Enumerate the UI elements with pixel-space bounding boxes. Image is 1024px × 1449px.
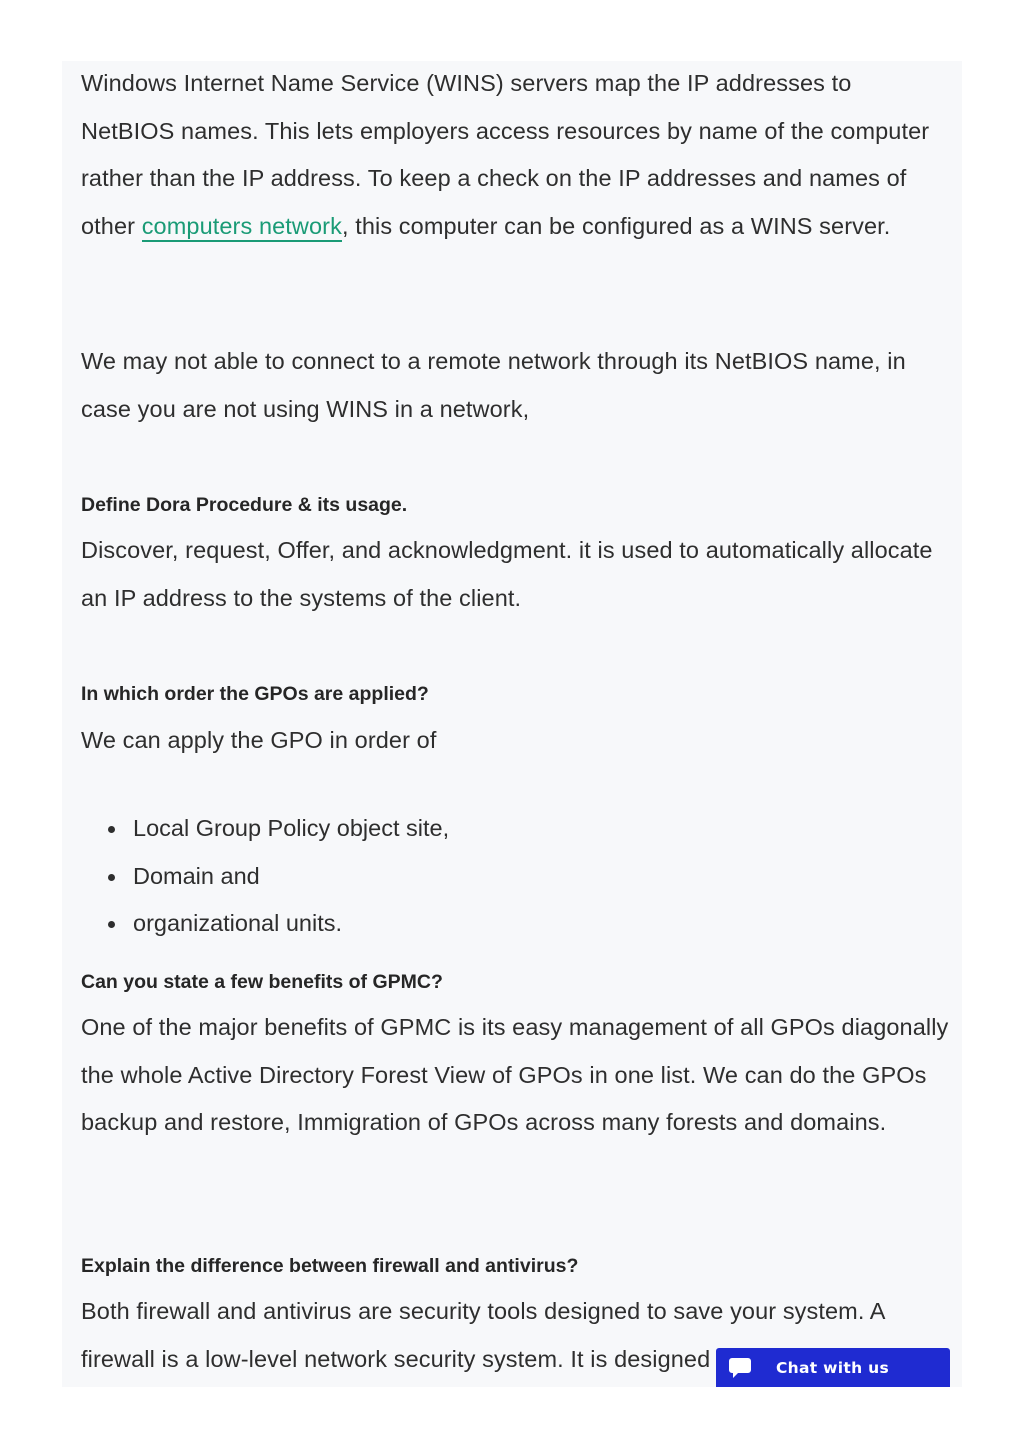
- gpo-order-list: [81, 805, 449, 948]
- dora-question-heading: Define Dora Procedure & its usage.: [81, 494, 408, 516]
- wins-paragraph: [81, 61, 949, 250]
- firewall-question-heading: Explain the difference between firewall and antivirus?: [81, 1255, 579, 1277]
- article-content-panel: [62, 61, 962, 1387]
- gpo-order-answer: We can apply the GPO in order of: [81, 727, 437, 753]
- gpo-order-question-heading: In which order the GPOs are applied?: [81, 683, 429, 705]
- wins-paragraph-text-start: Windows Internet Name Service (WINS) servers map the IP addresses to NetBIOS names. This lets employers access resources by name of the computer rather than the IP address. To keep a check on the IP addresses and names of other: [81, 70, 930, 239]
- list-item: [81, 900, 449, 948]
- bullet-dot-icon: [108, 874, 115, 881]
- bullet-dot-icon: [108, 921, 115, 928]
- list-item-text: Domain and: [133, 862, 260, 889]
- chat-with-us-label: Chat with us: [776, 1358, 890, 1377]
- list-item-text: organizational units.: [133, 910, 343, 936]
- dora-answer: Discover, request, Offer, and acknowledgment. it is used to automatically allocate an IP address to the systems of the client.: [81, 537, 933, 611]
- gpmc-question-heading: Can you state a few benefits of GPMC?: [81, 971, 443, 993]
- list-item-text: Local Group Policy object site,: [133, 815, 450, 841]
- bullet-dot-icon: [108, 826, 115, 833]
- netbios-paragraph: We may not able to connect to a remote network through its NetBIOS name, in case you are not using WINS in a network,: [81, 348, 906, 422]
- list-item: [81, 853, 449, 901]
- chat-with-us-button[interactable]: [716, 1348, 950, 1387]
- gpmc-answer: One of the major benefits of GPMC is its easy management of all GPOs diagonally the whole Active Directory Forest View of GPOs in one list. We can do the GPOs backup and restore, Immigration of GPOs across many forests and domains.: [81, 1014, 949, 1135]
- list-item: [81, 805, 449, 853]
- computers-network-link[interactable]: computers network: [142, 213, 342, 242]
- firewall-answer: Both firewall and antivirus are security tools designed to save your system. A firewall is a low-level network security system. It is designed: [81, 1298, 885, 1372]
- wins-paragraph-text-end: , this computer can be configured as a WINS server.: [341, 212, 891, 239]
- chat-bubble-icon: [728, 1357, 752, 1379]
